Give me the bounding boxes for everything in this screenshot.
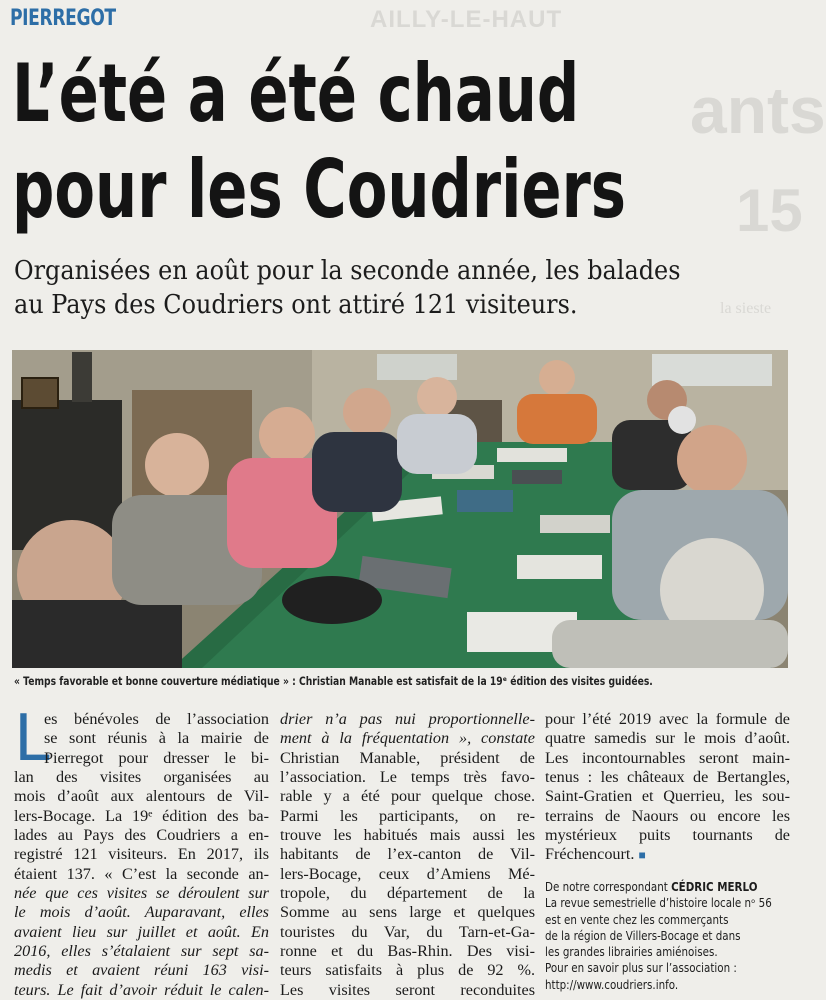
byline-prefix: De notre correspondant xyxy=(545,880,668,894)
article-line: touristes du Var, du Tarn-et-Ga- xyxy=(280,922,535,941)
meeting-photo-illustration xyxy=(12,350,788,668)
article-line: l’association. Le temps très favo- xyxy=(280,768,535,787)
headline xyxy=(12,46,627,238)
article-line: tropole, du département de la xyxy=(280,884,535,903)
credits-box xyxy=(545,879,795,993)
bleed-text-top: AILLY-LE-HAUT xyxy=(370,6,563,33)
article-line: teurs satisfaits à plus de 92 %. xyxy=(280,961,535,980)
article-line: tenus : les châteaux de Bertangles, xyxy=(545,768,790,787)
credits-line: Pour en savoir plus sur l’association : xyxy=(545,961,737,976)
standfirst-line-2: au Pays des Coudriers ont attiré 121 visiteurs. xyxy=(14,290,578,320)
article-line: Pierregot pour dresser le bi- xyxy=(44,748,269,767)
article-line: Parmi les participants, on re- xyxy=(280,806,535,825)
article-line: registré 121 visiteurs. En 2017, ils xyxy=(14,845,269,864)
byline xyxy=(545,879,760,895)
article-line: Saint-Gratien et Querrieu, les sou- xyxy=(545,787,790,806)
article-line: pour l’été 2019 avec la formule de xyxy=(545,710,790,728)
article-line: medis et avaient réuni 163 visi- xyxy=(14,961,269,980)
article-line: lades au Pays des Coudriers a en- xyxy=(14,826,269,845)
article-line: Les incontournables seront main- xyxy=(545,748,790,767)
bleed-text-small: la sieste xyxy=(720,300,772,317)
article-line: Christian Manable, président de xyxy=(280,748,535,767)
article-line: teurs. Le fait d’avoir réduit le calen- xyxy=(14,980,269,999)
bleed-text-right: ants xyxy=(690,73,826,147)
credits-line: les grandes librairies amiénoises. xyxy=(545,945,718,960)
section-rubric: PIERREGOT xyxy=(10,6,116,31)
article-line: habitants de l’ex-canton de Vil- xyxy=(280,845,535,864)
article-column-2 xyxy=(280,710,535,1000)
article-line: lers-Bocage, ceux d’Amiens Mé- xyxy=(280,864,535,883)
article-line: rable y a été pour quelque chose. xyxy=(280,787,535,806)
article-line: lan des visites organisées au xyxy=(14,768,269,787)
article-line: se sont réunis à la mairie de xyxy=(44,729,269,748)
article-line-final xyxy=(545,845,790,865)
article-column-1 xyxy=(14,702,269,1000)
article-line: es bénévoles de l’association xyxy=(44,710,269,728)
headline-line-1: L’été a été chaud xyxy=(12,47,580,140)
article-line: née que ces visites se déroulent sur xyxy=(14,884,269,903)
article-line: quatre samedis sur le mois d’août. xyxy=(545,729,790,748)
article-line: étaient 137. « C’est la seconde an- xyxy=(14,864,269,883)
article-line: ment à la fréquentation », constate xyxy=(280,729,535,748)
article-line: terrains de Naours ou encore les xyxy=(545,806,790,825)
article-line-final-text: Fréchencourt. xyxy=(545,845,635,864)
article-line: avaient lieu sur juillet et août. En xyxy=(14,922,269,941)
meeting-photo xyxy=(12,350,788,668)
article-line: trouve les habitués mais aussi les xyxy=(280,826,535,845)
photo-caption: « Temps favorable et bonne couverture médiatique » : Christian Manable est satisfait de la 19ᵉ édition des visites guidées. xyxy=(14,674,653,688)
article-line: Somme au sens large et quelques xyxy=(280,903,535,922)
article-line: drier n’a pas nui proportionnelle- xyxy=(280,710,535,728)
article-line: 2016, elles s’étalaient sur sept sa- xyxy=(14,942,269,961)
byline-author: CÉDRIC MERLO xyxy=(671,880,758,894)
end-of-article-mark: ■ xyxy=(638,848,646,863)
article-line: le mois d’août. Auparavant, elles xyxy=(14,903,269,922)
headline-line-2: pour les Coudriers xyxy=(12,143,627,236)
article-line: Les visites seront reconduites xyxy=(280,980,535,999)
standfirst-line-1: Organisées en août pour la seconde année, les balades xyxy=(14,256,681,286)
standfirst xyxy=(14,254,722,322)
article-line: lers-Bocage. La 19ᵉ édition des ba- xyxy=(14,806,269,825)
association-website: http://www.coudriers.info. xyxy=(545,977,679,992)
article-column-3 xyxy=(545,710,790,866)
drop-cap: L xyxy=(14,702,50,776)
credits-line: de la région de Villers-Bocage et dans xyxy=(545,928,741,943)
credits-line: est en vente chez les commerçants xyxy=(545,912,729,927)
bleed-text-number: 15 xyxy=(736,177,803,244)
article-line: ronne et du Bas-Rhin. Des visi- xyxy=(280,942,535,961)
article-line: mois d’août aux alentours de Vil- xyxy=(14,787,269,806)
article-line: mystérieux puits tournants de xyxy=(545,826,790,845)
credits-line: La revue semestrielle d’histoire locale nᵒ 56 xyxy=(545,896,772,911)
